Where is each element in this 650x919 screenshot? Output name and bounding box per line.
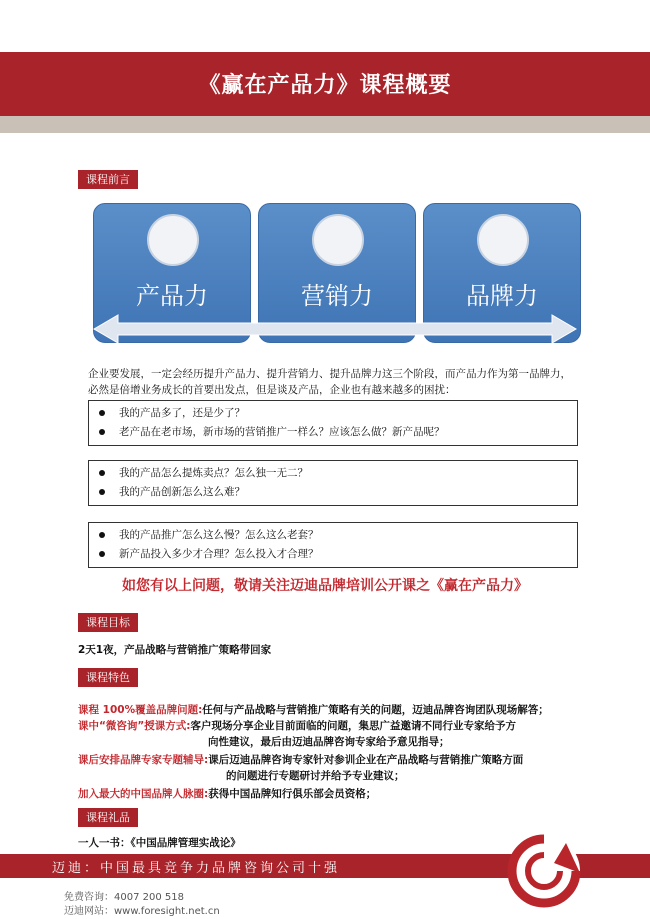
footer-phone: 免费咨询：4007 200 518 [64, 892, 184, 903]
feature-value: 任何与产品战略与营销推广策略有关的问题，迈迪品牌咨询团队现场解答； [202, 704, 549, 716]
pillar-label: 品牌力 [466, 282, 538, 310]
feature-item [78, 702, 549, 718]
gift-text: 一人一书：《中国品牌管理实战论》 [78, 837, 241, 849]
pillar-circle-icon [312, 214, 364, 266]
section-tag-goal: 课程目标 [78, 613, 138, 632]
section-tag-intro: 课程前言 [78, 170, 138, 189]
list-item [97, 423, 569, 442]
feature-key: 课程 100%覆盖品牌问题: [78, 704, 203, 716]
question-box [88, 460, 578, 506]
section-tag-features: 课程特色 [78, 668, 138, 687]
page-title: 《赢在产品力》课程概要 [198, 73, 452, 98]
feature-value: 客户现场分享企业目前面临的问题，集思广益邀请不同行业专家给予方 [190, 720, 517, 732]
list-item [97, 545, 569, 564]
feature-key: 课中“微咨询”授课方式: [78, 720, 191, 732]
foresight-logo-icon [506, 833, 582, 909]
question-box [88, 522, 578, 568]
double-arrow-icon [92, 312, 578, 346]
header-divider-strip [0, 116, 650, 133]
question-text: 我的产品怎么提炼卖点？怎么独一无二？ [119, 467, 308, 479]
section-tag-gift: 课程礼品 [78, 808, 138, 827]
goal-text: 2天1夜，产品战略与营销推广策略带回家 [78, 644, 272, 656]
pillar-circle-icon [147, 214, 199, 266]
question-box [88, 400, 578, 446]
bullet-icon [99, 470, 105, 476]
feature-continuation: 的问题进行专题研讨并给予专业建议； [226, 770, 405, 782]
question-text: 我的产品创新怎么这么难？ [119, 486, 245, 498]
call-to-action: 如您有以上问题，敬请关注迈迪品牌培训公开课之《赢在产品力》 [122, 578, 528, 594]
feature-continuation: 向性建议，最后由迈迪品牌咨询专家给予意见指导； [208, 736, 450, 748]
footer-slogan: 迈迪：中国最具竞争力品牌咨询公司十强 [52, 861, 341, 876]
feature-item [78, 718, 516, 734]
intro-paragraph: 企业要发展，一定会经历提升产品力、提升营销力、提升品牌力这三个阶段，而产品力作为第一品牌力，必然是倍增业务成长的首要出发点，但是谈及产品，企业也有越来越多的困扰： [88, 368, 571, 396]
feature-key: 加入最大的中国品牌人脉圈: [78, 788, 209, 800]
list-item [97, 526, 569, 545]
question-text: 老产品在老市场，新市场的营销推广一样么？应该怎么做？新产品呢？ [119, 426, 445, 438]
question-text: 我的产品多了，还是少了？ [119, 407, 245, 419]
pillar-label: 营销力 [301, 282, 373, 310]
feature-value: 课后迈迪品牌咨询专家针对参训企业在产品战略与营销推广策略方面 [208, 754, 524, 766]
list-item [97, 464, 569, 483]
pillar-label: 产品力 [136, 282, 208, 310]
feature-item [78, 786, 376, 802]
question-text: 新产品投入多少才合理？怎么投入才合理？ [119, 548, 319, 560]
bullet-icon [99, 551, 105, 557]
bullet-icon [99, 489, 105, 495]
bullet-icon [99, 410, 105, 416]
footer-website: 迈迪网站：www.foresight.net.cn [64, 906, 220, 917]
feature-value: 获得中国品牌知行俱乐部会员资格； [208, 788, 377, 800]
question-text: 我的产品推广怎么这么慢？怎么这么老套？ [119, 529, 319, 541]
feature-key: 课后安排品牌专家专题辅导: [78, 754, 209, 766]
bullet-icon [99, 429, 105, 435]
list-item [97, 483, 569, 502]
bullet-icon [99, 532, 105, 538]
feature-item [78, 752, 523, 768]
pillar-circle-icon [477, 214, 529, 266]
list-item [97, 404, 569, 423]
